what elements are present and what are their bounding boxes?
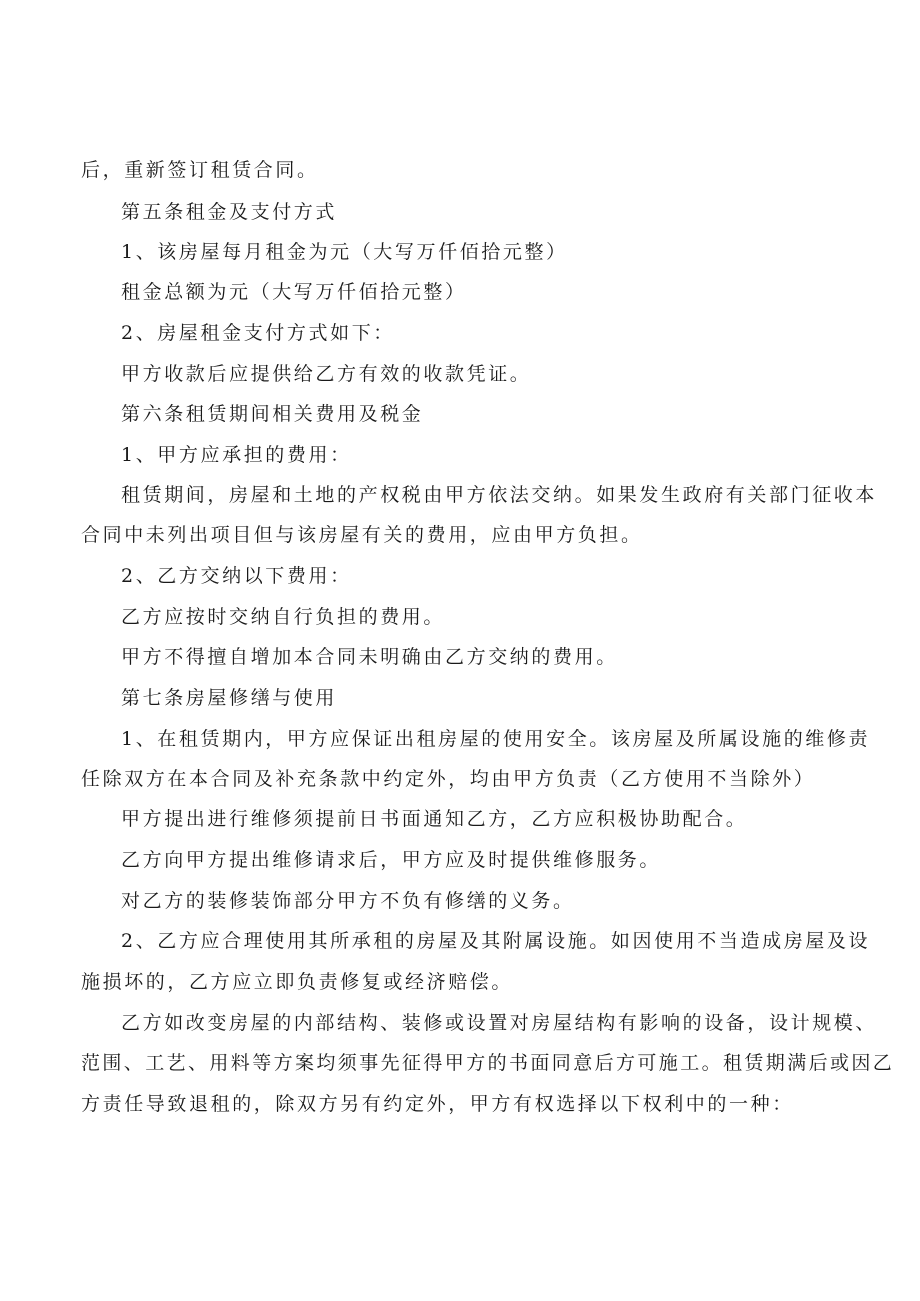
text-line: 甲方收款后应提供给乙方有效的收款凭证。 <box>121 363 532 385</box>
text-line: 后，重新签订租赁合同。 <box>81 159 319 181</box>
text-line: 1、甲方应承担的费用： <box>121 444 352 466</box>
text-line: 1、在租赁期内，甲方应保证出租房屋的使用安全。该房屋及所属设施的维修责 <box>121 728 871 750</box>
text-line: 甲方提出进行维修须提前日书面通知乙方，乙方应积极协助配合。 <box>121 808 748 830</box>
text-line: 施损坏的，乙方应立即负责修复或经济赔偿。 <box>81 971 514 993</box>
text-line: 2、乙方交纳以下费用： <box>121 565 352 587</box>
text-line: 乙方向甲方提出维修请求后，甲方应及时提供维修服务。 <box>121 849 662 871</box>
text-line: 2、房屋租金支付方式如下： <box>121 322 395 344</box>
text-line: 1、该房屋每月租金为元（大写万仟佰拾元整） <box>121 241 568 263</box>
text-line: 方责任导致退租的，除双方另有约定外，甲方有权选择以下权利中的一种： <box>81 1093 794 1115</box>
section-heading-article-5: 第五条租金及支付方式 <box>121 201 338 223</box>
text-line: 租金总额为元（大写万仟佰拾元整） <box>121 281 467 303</box>
section-heading-article-7: 第七条房屋修缮与使用 <box>121 687 338 709</box>
text-line: 租赁期间，房屋和土地的产权税由甲方依法交纳。如果发生政府有关部门征收本 <box>121 484 878 506</box>
text-line: 范围、工艺、用料等方案均须事先征得甲方的书面同意后方可施工。租赁期满后或因乙 <box>81 1052 895 1074</box>
text-line: 对乙方的装修装饰部分甲方不负有修缮的义务。 <box>121 890 575 912</box>
text-line: 乙方如改变房屋的内部结构、装修或设置对房屋结构有影响的设备，设计规模、 <box>121 1012 878 1034</box>
text-line: 合同中未列出项目但与该房屋有关的费用，应由甲方负担。 <box>81 524 643 546</box>
text-line: 甲方不得擅自增加本合同未明确由乙方交纳的费用。 <box>121 646 618 668</box>
text-line: 2、乙方应合理使用其所承租的房屋及其附属设施。如因使用不当造成房屋及设 <box>121 930 871 952</box>
text-line: 任除双方在本合同及补充条款中约定外，均由甲方负责（乙方使用不当除外） <box>81 768 816 790</box>
text-line: 乙方应按时交纳自行负担的费用。 <box>121 606 446 628</box>
section-heading-article-6: 第六条租赁期间相关费用及税金 <box>121 403 424 425</box>
